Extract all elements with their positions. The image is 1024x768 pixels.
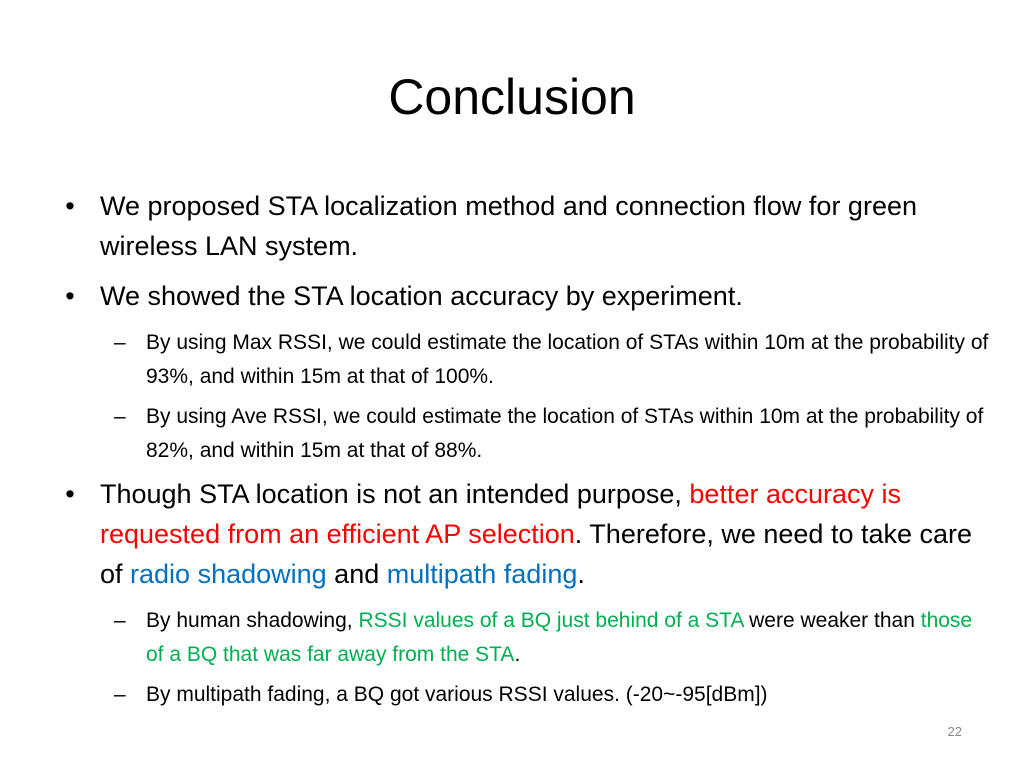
bullet-text-segment: Though STA location is not an intended purpose,	[100, 479, 690, 509]
bullet-text-segment: and	[326, 559, 387, 589]
sub-bullet-item	[60, 678, 990, 712]
sub-bullet-text: By using Ave RSSI, we could estimate the location of STAs within 10m at the probability of 82%, and within 15m at that of 88%.	[146, 405, 984, 462]
bullet-icon: •	[65, 281, 75, 311]
bullet-item	[60, 474, 990, 594]
dash-icon: –	[114, 609, 126, 632]
slide-body	[60, 186, 990, 718]
sub-bullet-item	[60, 400, 990, 468]
bullet-icon: •	[65, 191, 75, 221]
sub-bullet-item	[60, 604, 990, 672]
highlight-green-text: RSSI values of a BQ just behind of a STA	[358, 609, 744, 632]
slide-title: Conclusion	[388, 69, 636, 125]
bullet-text: We proposed STA localization method and connection flow for green wireless LAN system.	[100, 191, 917, 261]
bullet-item	[60, 276, 990, 316]
sub-bullet-text-segment: were weaker than	[743, 609, 921, 632]
page-number: 22	[947, 724, 962, 739]
bullet-icon: •	[65, 479, 75, 509]
highlight-red-text: better accuracy is requested from an efficient AP selection	[100, 479, 901, 549]
sub-bullet-text: By multipath fading, a BQ got various RSSI values. (-20~-95[dBm])	[146, 683, 768, 706]
highlight-blue-text: radio shadowing	[130, 559, 327, 589]
dash-icon: –	[114, 405, 126, 428]
dash-icon: –	[114, 683, 126, 706]
sub-bullet-text-segment: .	[514, 643, 521, 666]
highlight-blue-text: multipath fading	[386, 559, 578, 589]
highlight-green-text: those of a BQ that was far away from the STA	[146, 609, 973, 666]
sub-bullet-text-segment: By human shadowing,	[146, 609, 359, 632]
sub-bullet-item	[60, 326, 990, 394]
bullet-text-segment: . Therefore, we need to take care of	[100, 519, 973, 589]
dash-icon: –	[114, 331, 126, 354]
bullet-item	[60, 186, 990, 266]
bullet-text: We showed the STA location accuracy by experiment.	[100, 281, 743, 311]
bullet-text-segment: .	[577, 559, 585, 589]
sub-bullet-text: By using Max RSSI, we could estimate the location of STAs within 10m at the probability of 93%, and within 15m at that of 100%.	[146, 331, 989, 388]
